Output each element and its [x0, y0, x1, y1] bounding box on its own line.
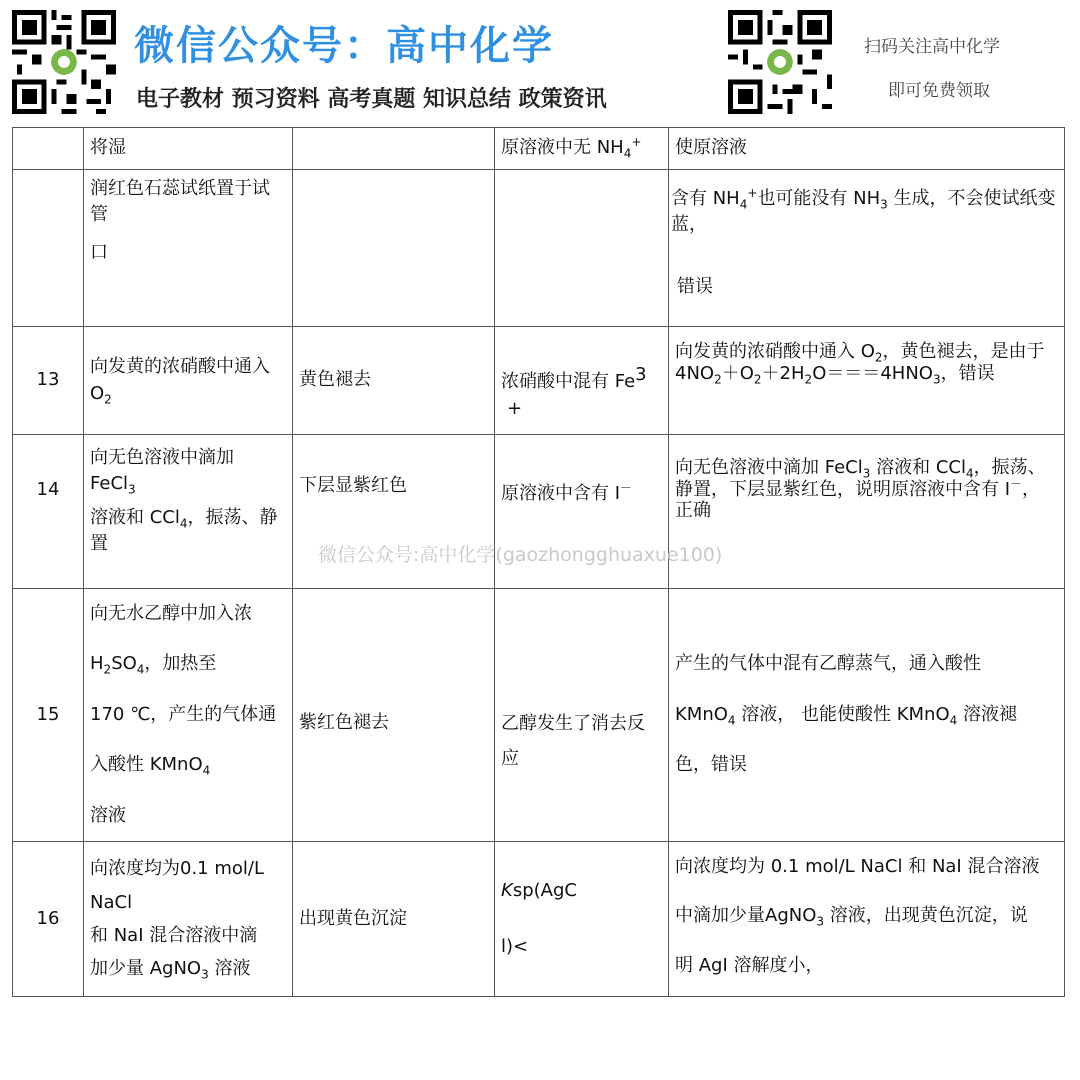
phenomenon-cell: 黄色褪去: [293, 327, 495, 435]
explanation-cell: 向浓度均为 0.1 mol/L NaCl 和 NaI 混合溶液 中滴加少量AgNO$_3$ 溶液，出现黄色沉淀，说 明 AgI 溶解度小，: [669, 841, 1065, 996]
phenomenon-cell: [293, 128, 495, 170]
explanation-cell: 产生的气体中混有乙醇蒸气，通入酸性 KMnO$_4$ 溶液， 也能使酸性 KMnO$_4$ 溶液褪 色，错误: [669, 589, 1065, 842]
table-row: [13, 128, 1065, 170]
conclusion-cell: 原溶液中含有 I－: [495, 435, 669, 589]
table-row: [13, 589, 1065, 842]
watermark: 微信公众号:高中化学(gaozhongghuaxue100): [318, 544, 723, 566]
phenomenon-cell: 下层显紫红色: [293, 435, 495, 589]
phenomenon-cell: [293, 170, 495, 327]
table-row: [13, 327, 1065, 435]
explanation-cell: 使原溶液: [669, 128, 1065, 170]
row-number: [13, 128, 84, 170]
phenomenon-cell: 出现黄色沉淀: [293, 841, 495, 996]
row-number: 14: [13, 435, 84, 589]
scan-prompt: 扫码关注高中化学: [864, 37, 1000, 57]
operation-cell: 向无色溶液中滴加 FeCl$_3$ 溶液和 CCl$_4$，振荡、静置: [84, 435, 293, 589]
row-number: 13: [13, 327, 84, 435]
operation-cell: 润红色石蕊试纸置于试管 口: [84, 170, 293, 327]
header-title: 微信公众号：高中化学: [134, 23, 554, 69]
table-row: [13, 170, 1065, 327]
conclusion-cell: [495, 170, 669, 327]
operation-cell: 将湿: [84, 128, 293, 170]
conclusion-cell: 浓硝酸中混有 $Fe^3$ +: [495, 327, 669, 435]
conclusion-cell: Ksp(AgC l)<: [495, 841, 669, 996]
qr-code-icon: [728, 10, 832, 114]
free-prompt: 即可免费领取: [888, 81, 990, 101]
operation-cell: 向发黄的浓硝酸中通入 $O_2$: [84, 327, 293, 435]
row-number: 16: [13, 841, 84, 996]
explanation-cell: 向无色溶液中滴加 FeCl$_3$ 溶液和 CCl$_4$，振荡、静置，下层显紫红色，说明原溶液中含有 I－，正确: [669, 435, 1065, 589]
operation-cell: 向无水乙醇中加入浓 $H_2SO_4$，加热至 170 ℃，产生的气体通 入酸性 KMnO$_4$ 溶液: [84, 589, 293, 842]
conclusion-cell: 原溶液中无 $NH_4^+$: [495, 128, 669, 170]
explanation-cell: 向发黄的浓硝酸中通入 $O_2$，黄色褪去，是由于 $4NO_2+O_2+2H_2O===4HNO_3$，错误: [669, 327, 1065, 435]
operation-cell: 向浓度均为0.1 mol/L NaCl 和 NaI 混合溶液中滴 加少量 AgNO$_3$ 溶液: [84, 841, 293, 996]
qr-code-icon: [12, 10, 116, 114]
phenomenon-cell: 紫红色褪去: [293, 589, 495, 842]
header-subtitle: 电子教材 预习资料 高考真题 知识总结 政策资讯: [136, 87, 607, 112]
row-number: 15: [13, 589, 84, 842]
table-row: [13, 841, 1065, 996]
conclusion-cell: 乙醇发生了消去反 应: [495, 589, 669, 842]
header-banner: [0, 0, 1080, 122]
row-number: [13, 170, 84, 327]
explanation-cell: 含有 $NH_4^+$也可能没有 $NH_3$ 生成，不会使试纸变蓝， 错误: [669, 170, 1065, 327]
